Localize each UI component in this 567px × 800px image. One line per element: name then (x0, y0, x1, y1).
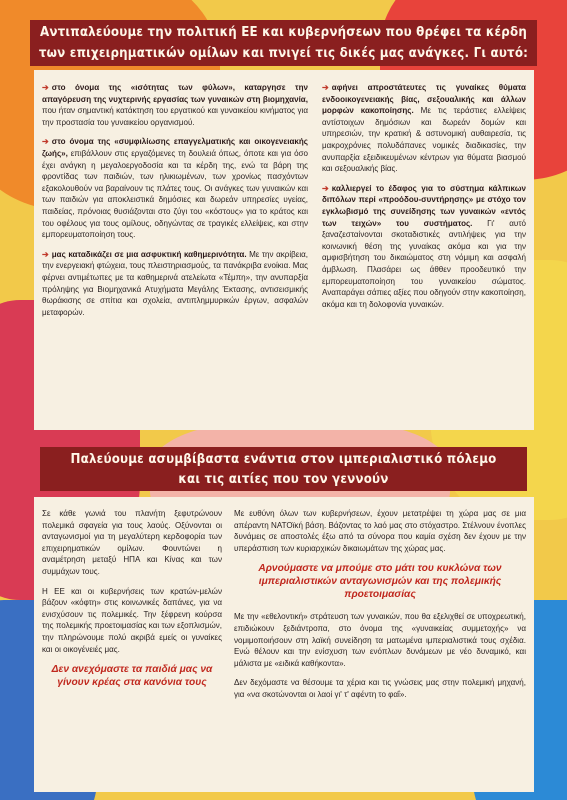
item-text: επιβάλλουν στις εργαζόμενες τη δουλειά όπως, όποτε και για όσο έχει ανάγκη η μεγαλοεργοδοσία και τα κέρδη της, ενώ τα βάρη της φροντίδας των παιδιών, των ηλικιωμένων, των χρονίως πασχόντων εξακολουθούν να βαραίνουν τις πλάτες τους. Οι ανάγκες των γυναικών και των παιδιών για αποκλειστικά δημόσιες και δωρεάν υπηρεσίες υγείας, παιδείας, πρόνοιας θυσιάζονται στο ζύγι του «κόστους» για το κράτος και του οφέλους για τους ομίλους, οδηγώντας σε τραγικές ελλείψεις, και στην εμπορευματοποίηση τους. (42, 148, 308, 240)
paragraph: Σε κάθε γωνιά του πλανήτη ξεφυτρώνουν πολεμικά σφαγεία για τους λαούς. Οξύνονται οι ανταγωνισμοί για τη μεγαλύτερη κερδοφορία των επιχειρηματικών ομίλων. Φουντώνει η αναμέτρηση μεταξύ ΗΠΑ και Κίνας και των συμμάχων τους. (42, 509, 222, 576)
section2-title-line1: Παλεύουμε ασυμβίβαστα ενάντια στον ιμπεριαλιστικό πόλεμο (70, 452, 497, 467)
section1-title-line1: Αντιπαλεύουμε την πολιτική ΕΕ και κυβερνήσεων που θρέφει τα κέρδη (39, 25, 527, 40)
section2-right-column (234, 508, 526, 709)
arrow-icon: ➔ (42, 83, 49, 92)
item-bold: στο όνομα της «συμφιλίωσης επαγγελματικής και οικογενειακής ζωής», (42, 137, 308, 158)
section2-title-line2: και τις αιτίες που τον γεννούν (178, 472, 389, 487)
section1-title-line2: των επιχειρηματικών ομίλων και πνιγεί τις δικές μας ανάγκες. Γι αυτό: (38, 46, 529, 61)
list-item (42, 82, 308, 128)
item-bold: καλλιεργεί το έδαφος για το σύστημα κάλπικων διπόλων περί «προόδου-συντήρησης» με στόχο τον εγκλωβισμό της συνείδησης των γυναικών «εντός των τειχών» του συστήματος. (322, 183, 526, 228)
section2-title (40, 447, 527, 491)
item-bold: στο όνομα της «ισότητας των φύλων», καταργησε την απαγόρευση της νυχτερινής εργασίας των γυναικών στη βιομηχανία, (42, 83, 308, 104)
list-item (42, 249, 308, 319)
arrow-icon: ➔ (42, 137, 49, 147)
section1-right-column (322, 82, 526, 318)
section1-left-column (42, 82, 308, 326)
arrow-icon: ➔ (42, 249, 49, 259)
arrow-icon: ➔ (322, 83, 329, 92)
right-slogan: Αρνούμαστε να μπούμε στο μάτι του κυκλώνα των ιμπεριαλιστικών ανταγωνισμών και της πολεμικής προετοιμασίας (258, 563, 502, 601)
section1-title (30, 20, 537, 66)
section2-left-column (42, 508, 222, 699)
item-text: που ήταν σημαντική κατάκτηση του εργατικού και γυναικείου κινήματος για την προστασία του γυναικείου οργανισμού. (42, 106, 308, 127)
item-bold: αφήνει απροστάτευτες τις γυναίκες θύματα ενδοοικογενειακής βίας, σεξουαλικής και άλλων μορφών κακοποίησης. (322, 83, 526, 116)
item-text: Με τις τεράστιες ελλείψεις αντίστοιχων δημόσιων και δωρεάν δομών και υπηρεσιών, την κρατική & αστυνομική αυθαιρεσία, τις μακροχρόνιες πολυδάπανες νομικές διαδικασίες, την ανυπαρξία εξειδικευμένων κέντρων για θύματα βιασμού και σεξουαλικής βίας. (322, 106, 526, 174)
item-text: Με την ακρίβεια, την ενεργειακή φτώχεια, τους πλειστηριασμούς, τα πανάκριβα ενοίκια. Μας φέρνει αντιμέτωπες με τα καθημερινά ατελείωτα «Τέμπη», την ανυπαρξία πρόληψης για Βιομηχανικά Ατυχήματα Μεγάλης Έκτασης, αντισεισμικής θωράκισης σε σπίτια και σχολεία, αντιπλημμυρικών έργων, ασφαλών μεταφορών. (42, 249, 309, 317)
item-bold: μας καταδικάζει σε μια ασφυκτική καθημερινότητα. (51, 249, 247, 259)
arrow-icon: ➔ (322, 183, 329, 193)
list-item (322, 82, 526, 175)
list-item (42, 136, 308, 240)
left-slogan: Δεν ανεχόμαστε τα παιδιά μας να γίνουν κρέας στα κανόνια τους (51, 664, 213, 689)
paragraph: Με ευθύνη όλων των κυβερνήσεων, έχουν μετατρέψει τη χώρα μας σε μια απέραντη ΝΑΤΟϊκή βάση. Βάζοντας το λαό μας στο στόχαστρο. Στέλνουν ένοπλες δυνάμεις σε αποστολές έξω από τα σύνορα που καμία σχέση δεν έχουν με την υπεράσπιση των κυριαρχικών δικαιωμάτων της χώρας μας. (234, 509, 526, 553)
paragraph: Δεν δεχόμαστε να θέσουμε τα χέρια και τις γνώσεις μας στην πολεμική μηχανή, για «να σκοτώνονται οι λαοί γι' τ' αφέντη το φαΐ». (234, 678, 526, 699)
list-item (322, 183, 526, 311)
item-text: Γι' αυτό ξαναζεσταίνονται σκοταδιστικές αντιλήψεις για την κοινωνική θέση της γυναίκας ακόμα και για την αμφισβήτηση του δικαιώματος στη νόμιμη και ασφαλή άμβλωση. Πλασάρει ως άθθεν προοδευτικό την εμπορευματοποίηση του γυναικείου σώματος. Αναπαράγει σάπιες αξίες που οδηγούν στην κακοποίηση, ακόμα και τη δολοφονία γυναικών. (322, 218, 526, 309)
paragraph: Η ΕΕ και οι κυβερνήσεις των κρατών-μελών βάζουν «κόφτη» στις κοινωνικές δαπάνες, για να ενισχύσουν τις πολεμικές. Την ξέφρενη κούρσα της πολεμικής προετοιμασίας και των εξοπλισμών, την πληρώνουμε πολύ ακριβά εμείς οι γυναίκες και οι οικογένειές μας. (42, 586, 222, 654)
paragraph: Με την «εθελοντική» στράτευση των γυναικών, που θα εξελιχθεί σε υποχρεωτική, επιδιώκουν ξεδιάντροπα, στο όνομα της «γυναικείας συμμετοχής» να νομιμοποιήσουν στη λαϊκή συνείδηση τα ματωμένα ιμπεριαλιστικά τους σχέδια. Ενώ θέλουν και την ενίσχυση των ενόπλων δυνάμεων με νέο δυναμικό, και μάλιστα με «ειδικά καθήκοντα». (234, 612, 526, 668)
